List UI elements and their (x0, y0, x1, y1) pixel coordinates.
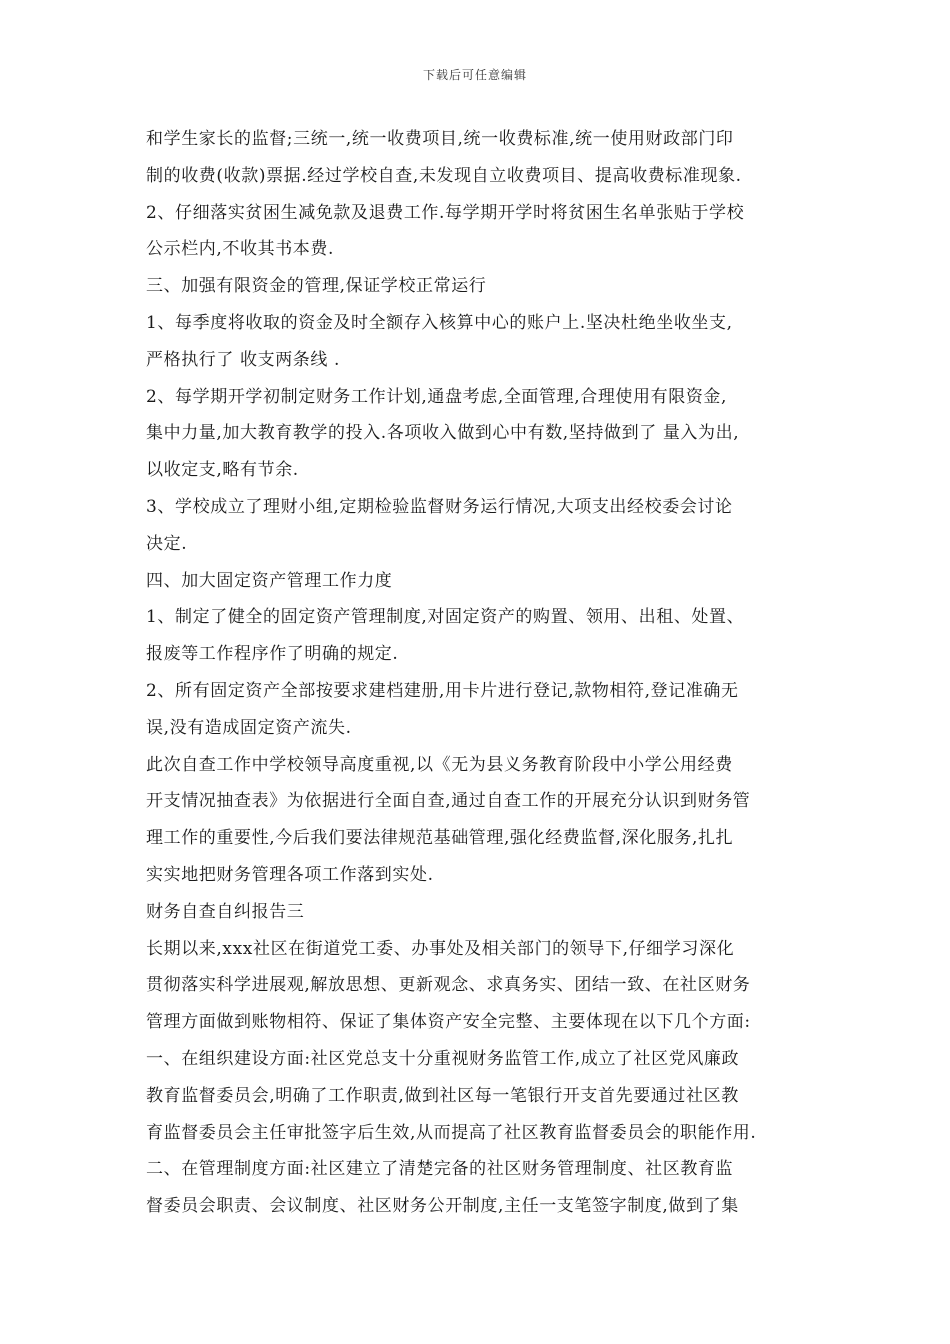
text-line: 督委员会职责、会议制度、社区财务公开制度,主任一支笔签字制度,做到了集 (146, 1196, 739, 1217)
section-heading: 四、加大固定资产管理工作力度 (146, 570, 393, 591)
text-line: 2、仔细落实贫困生减免款及退费工作.每学期开学时将贫困生名单张贴于学校 (146, 202, 745, 223)
text-line: 一、在组织建设方面:社区党总支十分重视财务监管工作,成立了社区党风廉政 (146, 1048, 740, 1069)
text-line: 决定. (146, 533, 188, 554)
text-line: 1、制定了健全的固定资产管理制度,对固定资产的购置、领用、出租、处置、 (146, 607, 745, 628)
text-line: 严格执行了 收支两条线 . (146, 349, 341, 370)
text-line: 二、在管理制度方面:社区建立了清楚完备的社区财务管理制度、社区教育监 (146, 1159, 734, 1180)
page-header: 下载后可任意编辑 (422, 68, 527, 82)
document-body (146, 121, 816, 1225)
report-title: 财务自查自纠报告三 (146, 901, 305, 922)
text-line: 理工作的重要性,今后我们要法律规范基础管理,强化经费监督,深化服务,扎扎 (146, 828, 734, 849)
section-heading: 三、加强有限资金的管理,保证学校正常运行 (146, 276, 487, 297)
text-line: 公示栏内,不收其书本费. (146, 239, 335, 260)
text-line: 长期以来,xxx社区在街道党工委、办事处及相关部门的领导下,仔细学习深化 (146, 938, 735, 959)
text-line: 实实地把财务管理各项工作落到实处. (146, 864, 434, 885)
text-line: 误,没有造成固定资产流失. (146, 717, 352, 738)
text-line: 此次自查工作中学校领导高度重视,以《无为县义务教育阶段中小学公用经费 (146, 754, 733, 775)
text-line: 2、所有固定资产全部按要求建档建册,用卡片进行登记,款物相符,登记准确无 (146, 680, 739, 701)
text-line: 管理方面做到账物相符、保证了集体资产安全完整、主要体现在以下几个方面: (146, 1012, 751, 1033)
text-line: 贯彻落实科学进展观,解放思想、更新观念、求真务实、团结一致、在社区财务 (146, 975, 751, 996)
text-line: 3、学校成立了理财小组,定期检验监督财务运行情况,大项支出经校委会讨论 (146, 496, 733, 517)
text-line: 报废等工作程序作了明确的规定. (146, 644, 399, 665)
text-line: 集中力量,加大教育教学的投入.各项收入做到心中有数,坚持做到了 量入为出, (146, 423, 740, 444)
text-line: 2、每学期开学初制定财务工作计划,通盘考虑,全面管理,合理使用有限资金, (146, 386, 728, 407)
text-line: 开支情况抽查表》为依据进行全面自查,通过自查工作的开展充分认识到财务管 (146, 791, 751, 812)
text-line: 制的收费(收款)票据.经过学校自查,未发现自立收费项目、提高收费标准现象. (146, 165, 742, 186)
text-line: 教育监督委员会,明确了工作职责,做到社区每一笔银行开支首先要通过社区教 (146, 1085, 739, 1106)
text-line: 和学生家长的监督;三统一,统一收费项目,统一收费标准,统一使用财政部门印 (146, 129, 734, 149)
text-line: 以收定支,略有节余. (146, 460, 299, 481)
text-line: 育监督委员会主任审批签字后生效,从而提高了社区教育监督委员会的职能作用. (146, 1122, 757, 1143)
text-line: 1、每季度将收取的资金及时全额存入核算中心的账户上.坚决杜绝坐收坐支, (146, 312, 733, 333)
